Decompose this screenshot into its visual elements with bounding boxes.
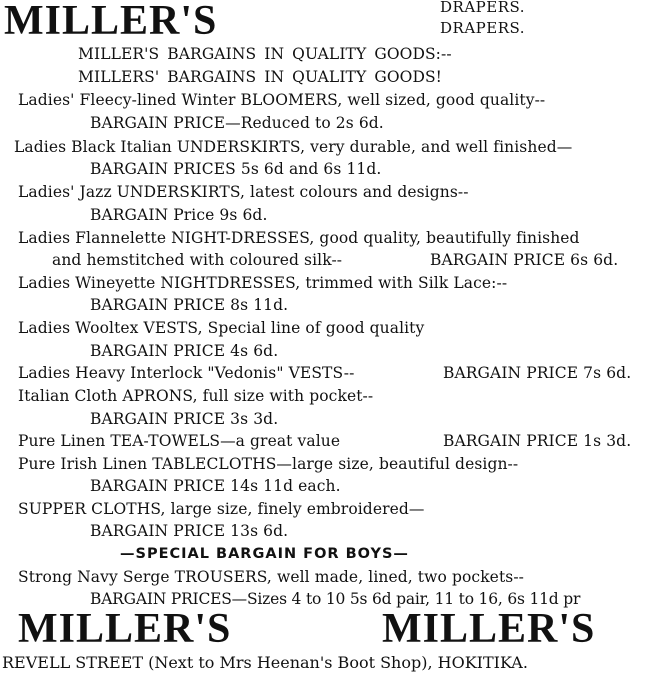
item-jazz-underskirts-price: BARGAIN Price 9s 6d. — [90, 206, 268, 224]
item-aprons-desc: Italian Cloth APRONS, full size with pocket-- — [18, 387, 374, 405]
drapers-line-1: DRAPERS. — [440, 0, 525, 16]
item-nightdresses-desc2: and hemstitched with coloured silk-- — [52, 251, 343, 269]
item-bloomers-price: BARGAIN PRICE—Reduced to 2s 6d. — [90, 114, 384, 132]
item-black-underskirts-price: BARGAIN PRICES 5s 6d and 6s 11d. — [90, 160, 382, 178]
slogan-2: MILLERS' BARGAINS IN QUALITY GOODS! — [78, 68, 443, 86]
footer-title-right: MILLER'S — [382, 606, 596, 652]
drapers-line-2: DRAPERS. — [440, 19, 525, 37]
special-trousers-desc: Strong Navy Serge TROUSERS, well made, lined, two pockets-- — [18, 568, 525, 586]
slogan-1: MILLER'S BARGAINS IN QUALITY GOODS:-- — [78, 45, 452, 63]
item-tablecloths-price: BARGAIN PRICE 14s 11d each. — [90, 477, 341, 495]
item-supper-cloths-desc: SUPPER CLOTHS, large size, finely embroidered— — [18, 500, 425, 518]
item-tea-towels-desc: Pure Linen TEA-TOWELS—a great value — [18, 432, 341, 450]
special-heading: —SPECIAL BARGAIN FOR BOYS— — [120, 546, 409, 562]
item-interlock-price: BARGAIN PRICE 7s 6d. — [443, 364, 632, 382]
footer-title-left: MILLER'S — [18, 606, 232, 652]
item-wooltex-price: BARGAIN PRICE 4s 6d. — [90, 342, 279, 360]
item-black-underskirts-desc: Ladies Black Italian UNDERSKIRTS, very durable, and well finished— — [14, 138, 573, 156]
special-trousers-price: BARGAIN PRICES—Sizes 4 to 10 5s 6d pair, 11 to 16, 6s 11d pr — [90, 590, 581, 608]
item-jazz-underskirts-desc: Ladies' Jazz UNDERSKIRTS, latest colours and designs-- — [18, 183, 469, 201]
item-aprons-price: BARGAIN PRICE 3s 3d. — [90, 410, 279, 428]
item-nightdresses-desc: Ladies Flannelette NIGHT-DRESSES, good quality, beautifully finished — [18, 229, 580, 247]
masthead-title: MILLER'S — [4, 0, 218, 44]
footer-address: REVELL STREET (Next to Mrs Heenan's Boot Shop), HOKITIKA. — [2, 653, 528, 672]
item-supper-cloths-price: BARGAIN PRICE 13s 6d. — [90, 522, 289, 540]
item-nightdresses-price: BARGAIN PRICE 6s 6d. — [430, 251, 619, 269]
item-tea-towels-price: BARGAIN PRICE 1s 3d. — [443, 432, 632, 450]
item-tablecloths-desc: Pure Irish Linen TABLECLOTHS—large size, beautiful design-- — [18, 455, 519, 473]
item-wineyette-price: BARGAIN PRICE 8s 11d. — [90, 296, 289, 314]
item-interlock-desc: Ladies Heavy Interlock "Vedonis" VESTS-- — [18, 364, 355, 382]
item-bloomers-desc: Ladies' Fleecy-lined Winter BLOOMERS, well sized, good quality-- — [18, 91, 546, 109]
item-wineyette-desc: Ladies Wineyette NIGHTDRESSES, trimmed with Silk Lace:-- — [18, 274, 508, 292]
item-wooltex-desc: Ladies Wooltex VESTS, Special line of good quality — [18, 319, 425, 337]
